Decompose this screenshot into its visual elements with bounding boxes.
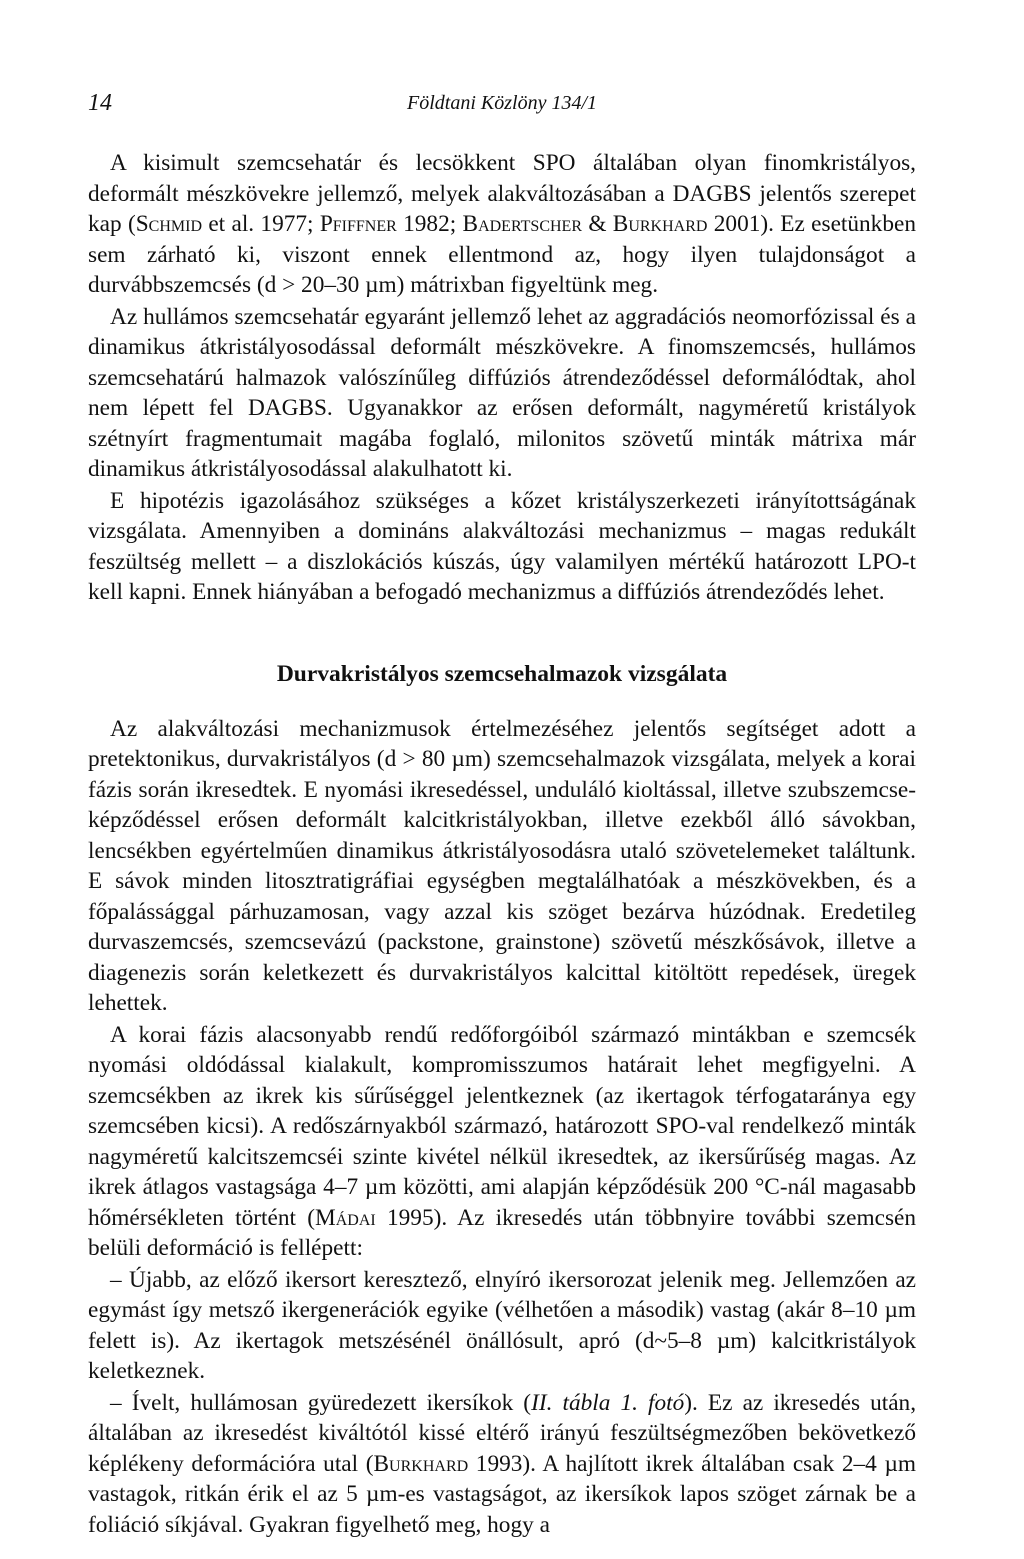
article-body [88,148,916,1540]
list-item-2: – Ívelt, hullámosan gyüredezett ikersíkok (II. tábla 1. fotó). Ez az ikresedés után, általában az ikresedést kiváltótól kissé eltérő irányú feszültségmezőben bekövetkező képlékeny deformációra utal (Burkhard 1993). A hajlított ikrek általában csak 2–4 µm vastagok, ritkán érik el az 5 µm-es vastagságot, az ikersíkok lapos szöget zárnak be a foliáció síkjával. Gyakran figyelhető meg, hogy a [88,1389,917,1538]
page-header [88,88,916,118]
paragraph-3: E hipotézis igazolásához szükséges a kőzet kristályszerkezeti irányítottságának vizsgálata. Amennyiben a domináns alakváltozási mechanizmus – magas redukált feszültség mellett – a diszlokációs kúszás, úgy valamilyen mértékű határozott LPO-t kell kapni. Ennek hiányában a befogadó mechanizmus a diffúziós átrendeződés lehet. [88,487,916,605]
paragraph-5: A korai fázis alacsonyabb rendű redőforgóiból származó mintákban e szemcsék nyomási oldódással kialakult, kompromisszumos határait lehet megfigyelni. A szemcsékben az ikrek kis sűrűséggel jelentkeznek (az ikertagok térfogataránya egy szemcsében kicsi). A redőszárnyakból származó, határozott SPO-val rendelkező minták nagyméretű kalcitszemcséi szinte kivétel nélkül ikresedtek, az ikersűrűség magas. Az ikrek átlagos vastagsága 4–7 µm közötti, ami alapján képződésük 200 °C-nál magasabb hőmérsékleten történt (Mádai 1995). Az ikresedés után többnyire további szemcsén belüli deformáció is fellépett: [88,1021,916,1261]
citation-author: Burkhard [373,1450,469,1477]
running-title: Földtani Közlöny 134/1 [407,92,597,114]
citation-author: Schmid [135,211,203,237]
list-item-1: – Újabb, az előző ikersort keresztező, elnyíró ikersorozat jelenik meg. Jellemzően az egymást így metsző ikergenerációk egyike (vélhetően a második) vastag (akár 8–10 µm felett is). Az ikertagok metszésénél önállósult, apró (d~5–8 µm) kalcitkristályok keletkeznek. [88,1266,916,1384]
paragraph-4: Az alakváltozási mechanizmusok értelmezéséhez jelentős segítséget adott a pretektonikus, durvakristályos (d > 80 µm) szemcsehalmazok vizsgálata, melyek a korai fázis során ikresedtek. E nyomási ikresedéssel, unduláló kioltással, illetve szubszemcse-képződéssel erősen deformált kalcitkristályokban, illetve ezekből álló sávokban, lencsékben egyértelműen dinamikus átkristályosodásra utaló szövetelemeket találtunk. E sávok minden litosztratigráfiai egységben megtalálhatóak a mészkövekben, és a főpalássággal párhuzamosan, vagy azzal kis szöget bezárva húzódnak. Eredetileg durvaszemcsés, szemcsevázú (packstone, grainstone) szövetű mészkősávok, illetve a diagenezis során keletkezett és durvakristályos kalcittal kitöltött repedések, üregek lehettek. [88,715,916,1016]
citation-author: Badertscher [462,211,583,237]
citation-author: Mádai [315,1204,376,1231]
plate-reference: II. tábla 1. fotó [531,1389,685,1416]
paragraph-2: Az hullámos szemcsehatár egyaránt jellemző lehet az aggradációs neomorfózissal és a dinamikus átkristályosodással deformált mészkövekre. A finomszemcsés, hullámos szemcsehatárú halmazok valószínűleg diffúziós átrendeződéssel deformálódtak, ahol nem lépett fel DAGBS. Ugyanakkor az erősen deformált, nagyméretű kristályok szétnyírt fragmentumait magába foglaló, milonitos szövetű minták mátrixa már dinamikus átkristályosodással alakulhatott ki. [88,303,916,482]
paragraph-1: A kisimult szemcsehatár és lecsökkent SPO általában olyan finomkristályos, deformált mészkövekre jellemző, melyek alakváltozásában a DAGBS jelentős szerepet kap (Schmid et al. 1977; Pfiffner 1982; Badertscher & Burkhard 2001). Ez esetünkben sem zárható ki, viszont ennek ellentmond az, hogy ilyen tulajdonságot a durvábbszemcsés (d > 20–30 µm) mátrixban figyeltünk meg. [88,150,916,298]
citation-author: Burkhard [612,211,708,237]
citation-author: Pfiffner [319,211,397,237]
page-number: 14 [88,90,112,116]
section-heading: Durvakristályos szemcsehalmazok vizsgálata [276,660,728,687]
